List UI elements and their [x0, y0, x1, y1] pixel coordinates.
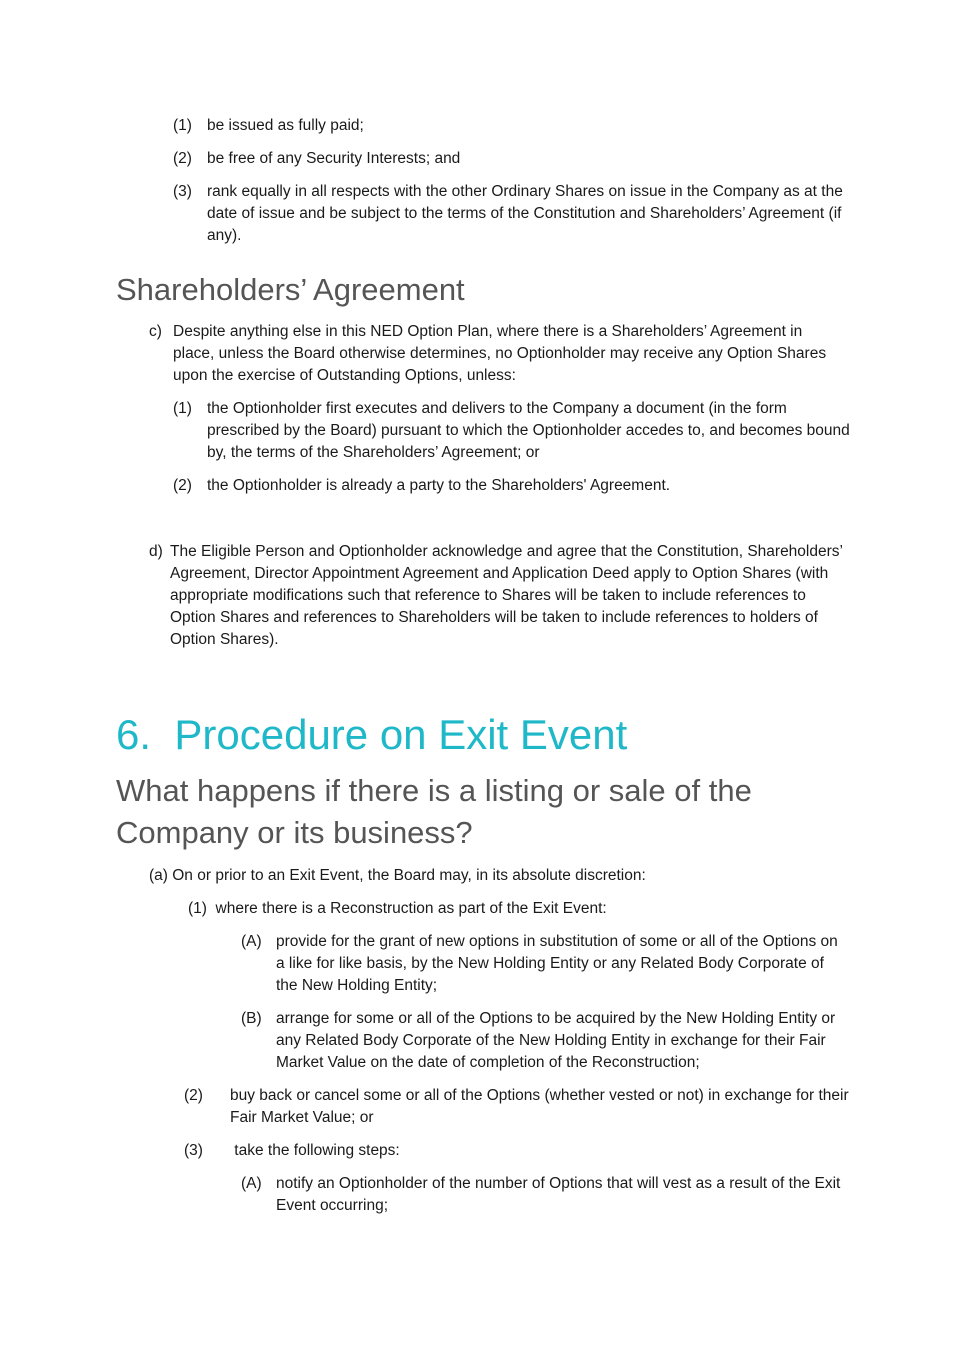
clause-c	[149, 321, 849, 387]
item-text: arrange for some or all of the Options to be acquired by the New Holding Entity or any Related Body Corporate of the New Holding Entity in exchange for their Fair Market Value on the date of completion of the Reconstruction;	[276, 1010, 836, 1071]
item-text: the Optionholder is already a party to the Shareholders' Agreement.	[207, 477, 671, 494]
item-text: rank equally in all respects with the other Ordinary Shares on issue in the Company as at the date of issue and be subject to the terms of the Constitution and Shareholders’ Agreement (if any).	[207, 183, 843, 244]
section-subheading: What happens if there is a listing or sale of the Company or its business?	[116, 773, 752, 850]
item-number: (B)	[241, 1010, 262, 1027]
item-number: (3)	[184, 1142, 203, 1159]
item-number: (1)	[173, 117, 192, 134]
clause-text: Despite anything else in this NED Option Plan, where there is a Shareholders’ Agreement in place, unless the Board otherwise determines, no Optionholder may receive any Option Shares upon the exercise of Outstanding Options, unless:	[173, 323, 827, 384]
section-heading-procedure-on-exit-event: 6. Procedure on Exit Event	[116, 711, 628, 758]
item-number: (2)	[173, 477, 192, 494]
list-item	[173, 148, 853, 170]
item-text: be free of any Security Interests; and	[207, 150, 461, 167]
item-text: take the following steps:	[230, 1142, 400, 1159]
list-item	[184, 1140, 854, 1162]
item-number: (3)	[173, 183, 192, 200]
list-item	[173, 115, 853, 137]
list-item	[173, 181, 853, 247]
item-text: the Optionholder first executes and delivers to the Company a document (in the form prescribed by the Board) pursuant to which the Optionholder accedes to, and becomes bound by, the terms of the Shareholders’ Agreement; or	[207, 400, 850, 461]
list-item	[173, 475, 853, 497]
item-text: (1) where there is a Reconstruction as part of the Exit Event:	[188, 900, 607, 917]
item-number: (2)	[173, 150, 192, 167]
clause-label: d)	[149, 543, 163, 560]
item-number: (A)	[241, 933, 262, 950]
clause-label: c)	[149, 323, 162, 340]
item-number: (1)	[173, 400, 192, 417]
sub-list-item	[241, 931, 846, 997]
clause-d	[149, 541, 849, 651]
item-number: (2)	[184, 1087, 203, 1104]
item-text: provide for the grant of new options in substitution of some or all of the Options on a like for like basis, by the New Holding Entity or any Related Body Corporate of the New Holding Entity;	[276, 933, 838, 994]
sub-list-item	[241, 1008, 846, 1074]
item-text: notify an Optionholder of the number of Options that will vest as a result of the Exit Event occurring;	[276, 1175, 841, 1214]
sub-list-item	[241, 1173, 846, 1217]
item-text: buy back or cancel some or all of the Options (whether vested or not) in exchange for their Fair Market Value; or	[230, 1087, 849, 1126]
clause-text: (a) On or prior to an Exit Event, the Board may, in its absolute discretion:	[149, 867, 646, 884]
section-heading-shareholders-agreement: Shareholders’ Agreement	[116, 272, 465, 307]
clause-text: The Eligible Person and Optionholder acknowledge and agree that the Constitution, Shareholders’ Agreement, Director Appointment Agreement and Application Deed apply to Option Shares (with appropriate modifications such that reference to Shares will be taken to include references to Option Shares and references to Shareholders will be taken to include references to holders of Option Shares).	[170, 543, 843, 648]
item-text: be issued as fully paid;	[207, 117, 364, 134]
item-number: (A)	[241, 1175, 262, 1192]
clause-a	[149, 865, 849, 887]
list-item	[173, 398, 853, 464]
list-item	[184, 1085, 854, 1129]
list-item	[188, 898, 848, 920]
